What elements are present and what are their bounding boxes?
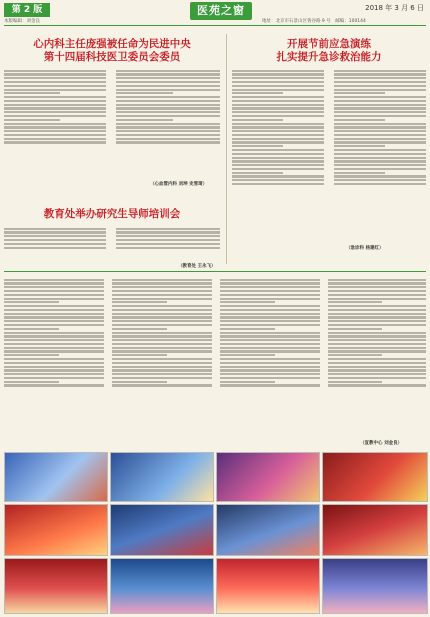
photo-6	[110, 504, 214, 556]
photo-11	[216, 558, 320, 614]
section-rule	[4, 271, 426, 272]
article-4-body-col4	[328, 277, 426, 437]
article-1-title-line1: 心内科主任庞强被任命为民进中央	[33, 38, 191, 50]
article-2-title-line1: 开展节前应急演练	[287, 38, 371, 50]
article-4-body-col2	[112, 277, 212, 437]
article-3-credit: （教育处 王永飞）	[178, 264, 216, 269]
article-1-headline	[4, 38, 220, 64]
article-1-body-col2	[116, 68, 220, 176]
article-2-headline	[232, 38, 426, 64]
article-2-title-line2: 扎实提升急诊救治能力	[276, 51, 382, 63]
photo-12	[322, 558, 428, 614]
photo-3	[216, 452, 320, 502]
section-banner: 医苑之窗	[190, 2, 252, 20]
article-1-credit: （心血管内科 刘坤 史雪琦）	[150, 182, 208, 187]
masthead	[0, 0, 430, 24]
photo-9	[4, 558, 108, 614]
issue-date: 2018 年 3 月 6 日	[365, 4, 424, 12]
article-4-body-col1	[4, 277, 104, 437]
article-4-body-col3	[220, 277, 320, 437]
photo-8	[322, 504, 428, 556]
editor-line: 本版编辑：刘金良	[4, 19, 40, 24]
photo-4	[322, 452, 428, 502]
article-4-credit: （宣教中心 刘金良）	[360, 441, 403, 446]
photo-7	[216, 504, 320, 556]
article-3-body-col1	[4, 226, 106, 262]
article-3-headline: 教育处举办研究生导师培训会	[43, 208, 181, 220]
article-1-title-line2: 第十四届科技医卫委员会委员	[43, 51, 181, 63]
article-2-credit: （急诊科 杨建红）	[346, 246, 384, 251]
address-line: 地址：北京市石景山区鲁谷路 9 号 邮编：100144	[262, 19, 366, 24]
photo-2	[110, 452, 214, 502]
photo-10	[110, 558, 214, 614]
article-2-body-col1	[232, 68, 324, 240]
header-rule	[4, 25, 426, 26]
column-divider	[226, 34, 227, 264]
article-2-body-col2	[334, 68, 426, 240]
page-number-label: 第 2 版	[4, 3, 50, 17]
photo-1	[4, 452, 108, 502]
photo-5	[4, 504, 108, 556]
article-3-body-col2	[116, 226, 220, 262]
article-1-body-col1	[4, 68, 106, 176]
